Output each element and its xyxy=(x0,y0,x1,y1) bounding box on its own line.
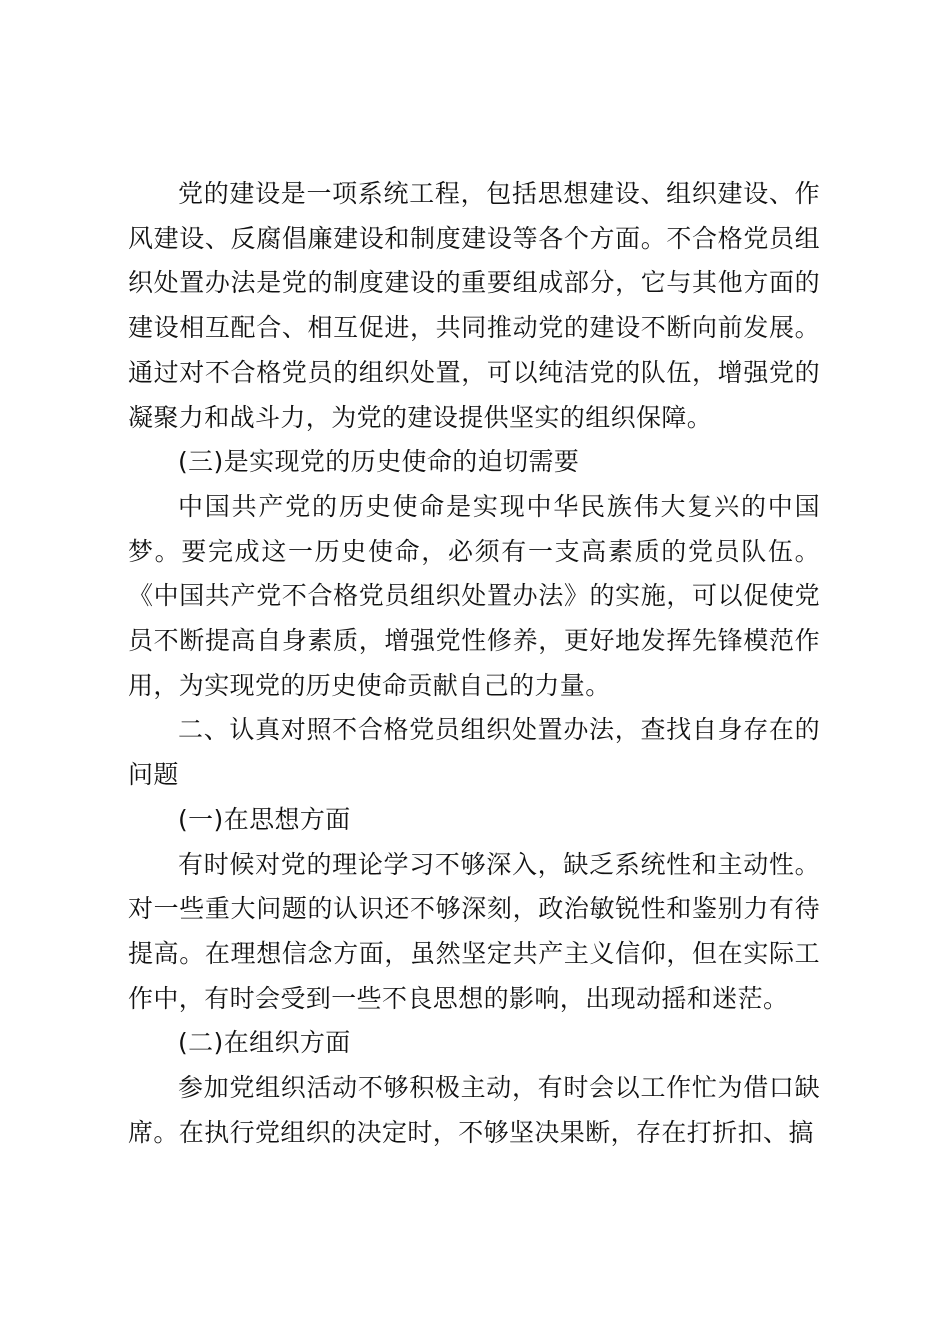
paragraph-party-building: 党的建设是一项系统工程，包括思想建设、组织建设、作风建设、反腐倡廉建设和制度建设等各个方面。不合格党员组织处置办法是党的制度建设的重要组成部分，它与其他方面的建设相互配合、相互促进，共同推动党的建设不断向前发展。通过对不合格党员的组织处置，可以纯洁党的队伍，增强党的凝聚力和战斗力，为党的建设提供坚实的组织保障。 xyxy=(128,179,820,432)
paragraph-ideology: 有时候对党的理论学习不够深入，缺乏系统性和主动性。对一些重大问题的认识还不够深刻，政治敏锐性和鉴别力有待提高。在理想信念方面，虽然坚定共产主义信仰，但在实际工作中，有时会受到一些不良思想的影响，出现动摇和迷茫。 xyxy=(128,849,820,1013)
subsection-heading-ideology: (一)在思想方面 xyxy=(178,804,351,834)
subsection-heading-organization: (二)在组织方面 xyxy=(178,1028,351,1058)
document-body xyxy=(128,172,820,1155)
paragraph-historic-mission: 中国共产党的历史使命是实现中华民族伟大复兴的中国梦。要完成这一历史使命，必须有一支高素质的党员队伍。《中国共产党不合格党员组织处置办法》的实施，可以促使党员不断提高自身素质，增强党性修养，更好地发挥先锋模范作用，为实现党的历史使命贡献自己的力量。 xyxy=(128,491,820,700)
paragraph-organization: 参加党组织活动不够积极主动，有时会以工作忙为借口缺席。在执行党组织的决定时，不够坚决果断，存在打折扣、搞 xyxy=(128,1073,820,1147)
section-heading-historic-mission: (三)是实现党的历史使命的迫切需要 xyxy=(178,447,580,477)
section-heading-find-problems: 二、认真对照不合格党员组织处置办法，查找自身存在的问题 xyxy=(128,715,820,790)
